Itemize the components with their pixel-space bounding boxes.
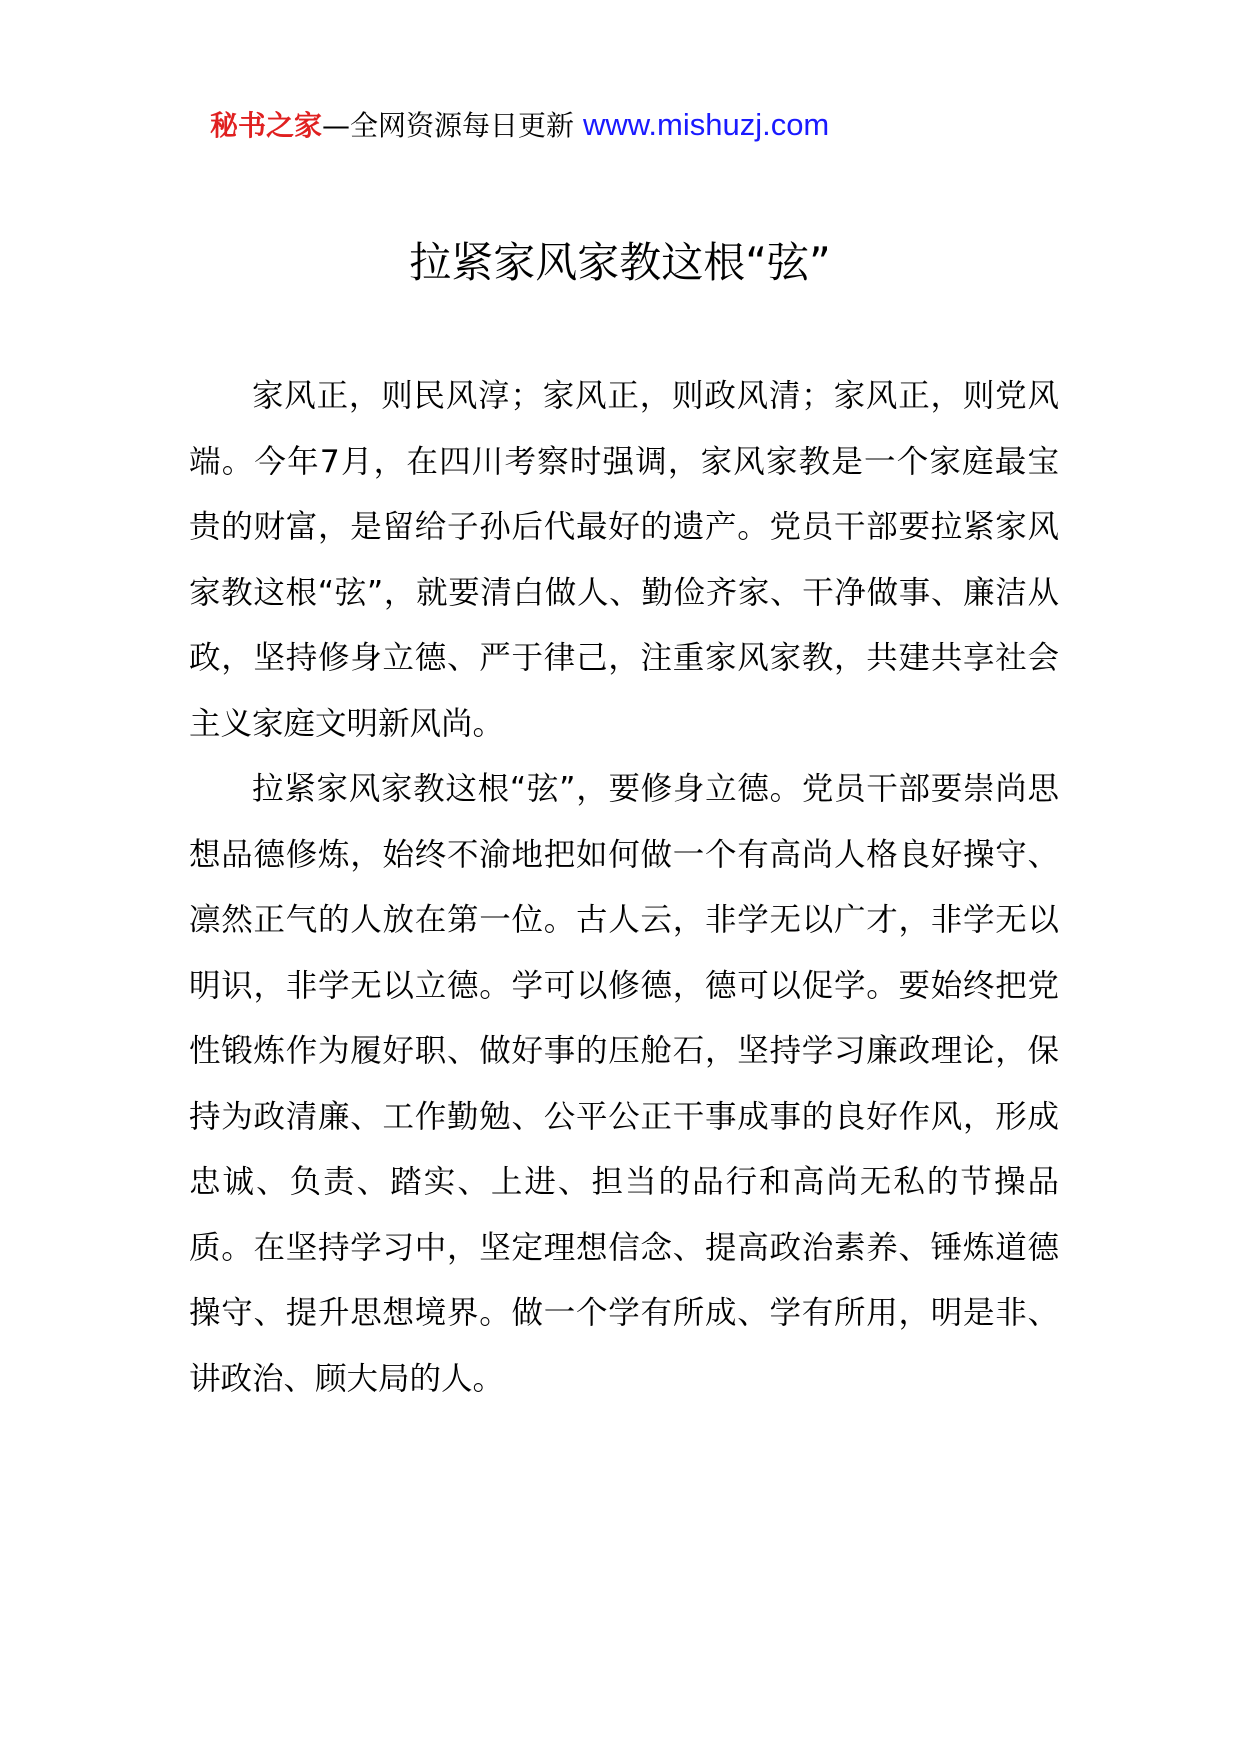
site-slogan: 全网资源每日更新 [350,109,575,142]
document-body [189,364,1059,1412]
header-separator: — [322,109,351,142]
site-brand: 秘书之家 [210,109,323,142]
document-title: 拉紧家风家教这根“弦” [409,238,831,287]
site-link[interactable]: www.mishuzj.com [582,107,830,142]
paragraph: 拉紧家风家教这根“弦”，要修身立德。党员干部要崇尚思想品德修炼，始终不渝地把如何做一个有高尚人格良好操守、凛然正气的人放在第一位。古人云，非学无以广才，非学无以明识，非学无以立德。学可以修德，德可以促学。要始终把党性锻炼作为履好职、做好事的压舱石，坚持学习廉政理论，保持为政清廉、工作勤勉、公平公正干事成事的良好作风，形成忠诚、负责、踏实、上进、担当的品行和高尚无私的节操品质。在坚持学习中，坚定理想信念、提高政治素养、锤炼道德操守、提升思想境界。做一个学有所成、学有所用，明是非、讲政治、顾大局的人。 [189,771,1059,1397]
site-header [210,100,829,150]
paragraph: 家风正，则民风淳；家风正，则政风清；家风正，则党风端。今年7月，在四川考察时强调，家风家教是一个家庭最宝贵的财富，是留给子孙后代最好的遗产。党员干部要拉紧家风家教这根“弦”，就要清白做人、勤俭齐家、干净做事、廉洁从政，坚持修身立德、严于律己，注重家风家教，共建共享社会主义家庭文明新风尚。 [189,378,1059,742]
